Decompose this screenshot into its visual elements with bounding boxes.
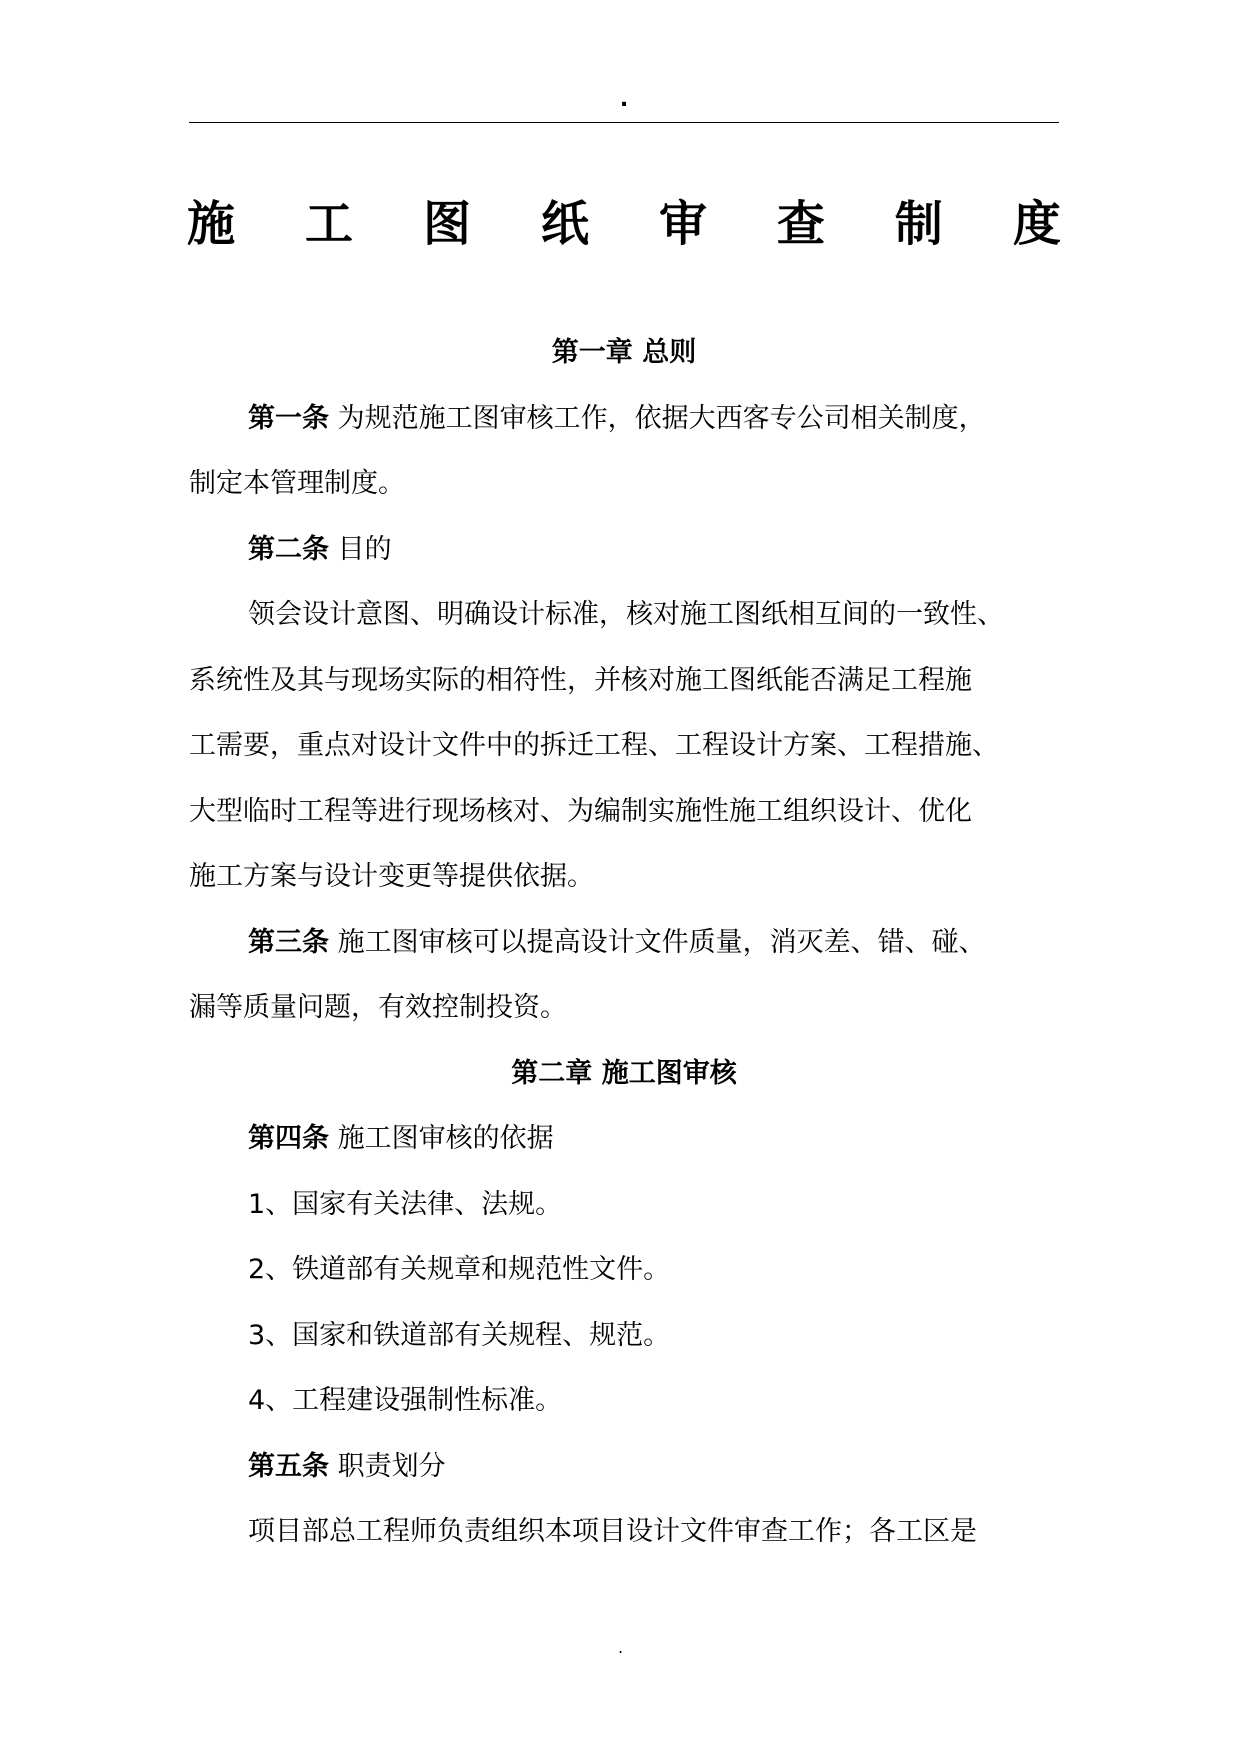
page-footer-mark: . <box>617 1638 624 1657</box>
list-item: 2、铁道部有关规章和规范性文件。 <box>248 1254 671 1285</box>
title-char: 审 <box>658 196 707 252</box>
list-item: 1、国家有关法律、法规。 <box>248 1189 563 1220</box>
chapter-heading: 第二章 施工图审核 <box>511 1058 737 1089</box>
document-title <box>187 194 1061 254</box>
article-label: 第五条 <box>248 1451 329 1482</box>
article-2-heading <box>248 530 392 570</box>
article-label: 第三条 <box>248 927 329 958</box>
article-label: 第一条 <box>248 403 329 434</box>
article-1-line-2: 制定本管理制度。 <box>189 468 405 499</box>
paragraph-line: 领会设计意图、明确设计标准，核对施工图纸相互间的一致性、 <box>248 599 1004 630</box>
article-text: 为规范施工图审核工作，依据大西客专公司相关制度， <box>329 403 986 434</box>
title-char: 纸 <box>540 196 589 252</box>
title-char: 制 <box>894 196 943 252</box>
chapter-heading: 第一章 总则 <box>551 337 697 368</box>
paragraph-line: 施工方案与设计变更等提供依据。 <box>189 861 594 892</box>
paragraph-line: 工需要，重点对设计文件中的拆迁工程、工程设计方案、工程措施、 <box>189 730 999 761</box>
title-char: 图 <box>422 196 471 252</box>
article-title: 目的 <box>329 534 392 565</box>
article-4-heading <box>248 1119 554 1159</box>
article-label: 第二条 <box>248 534 329 565</box>
article-1-line-1 <box>248 399 986 439</box>
title-char: 查 <box>776 196 825 252</box>
article-3-line-1 <box>248 923 986 963</box>
article-title: 职责划分 <box>329 1451 446 1482</box>
list-item: 3、国家和铁道部有关规程、规范。 <box>248 1320 671 1351</box>
article-5-heading <box>248 1447 446 1487</box>
list-item: 4、工程建设强制性标准。 <box>248 1385 563 1416</box>
article-text: 施工图审核可以提高设计文件质量，消灭差、错、碰、 <box>329 927 986 958</box>
paragraph-line: 系统性及其与现场实际的相符性，并核对施工图纸能否满足工程施 <box>189 665 972 696</box>
article-3-line-2: 漏等质量问题，有效控制投资。 <box>189 992 567 1023</box>
title-char: 施 <box>187 196 236 252</box>
header-mark: . <box>619 87 629 112</box>
title-char: 工 <box>304 196 353 252</box>
paragraph-line: 大型临时工程等进行现场核对、为编制实施性施工组织设计、优化 <box>189 796 972 827</box>
article-label: 第四条 <box>248 1123 329 1154</box>
page-header <box>189 88 1059 123</box>
paragraph-line: 项目部总工程师负责组织本项目设计文件审查工作；各工区是 <box>248 1516 977 1547</box>
title-char: 度 <box>1012 196 1061 252</box>
article-title: 施工图审核的依据 <box>329 1123 554 1154</box>
